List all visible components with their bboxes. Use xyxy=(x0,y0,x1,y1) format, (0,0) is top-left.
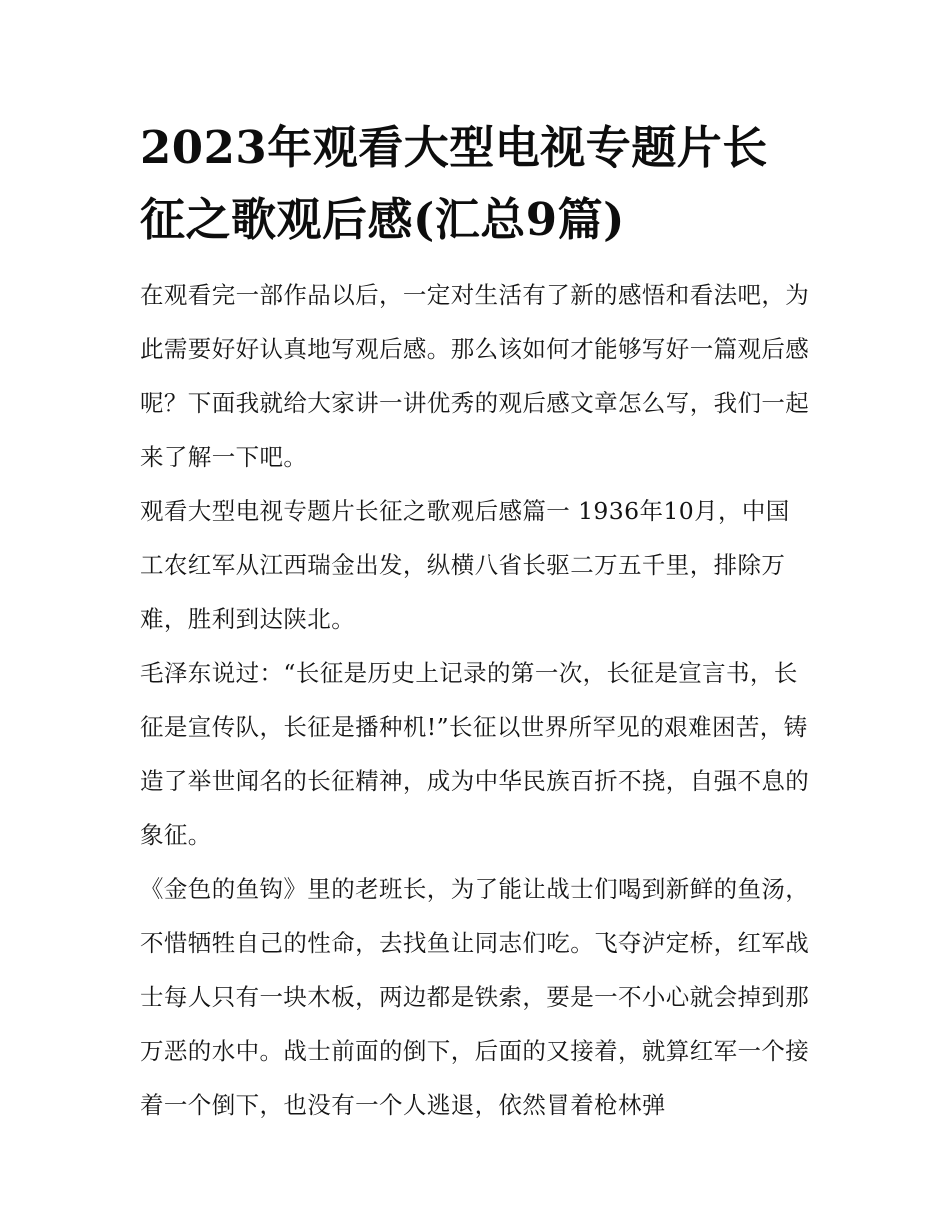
paragraph-essay-one-opening: 观看大型电视专题片长征之歌观后感篇一 1936年10月，中国工农红军从江西瑞金出发，纵横八省长驱二万五千里，排除万难，胜利到达陕北。 xyxy=(140,497,790,633)
paragraph-mao-quote: 毛泽东说过：“长征是历史上记录的第一次，长征是宣言书，长征是宣传队，长征是播种机!”长征以世界所罕见的艰难困苦，铸造了举世闻名的长征精神，成为中华民族百折不挠，自强不息的象征。 xyxy=(140,659,810,849)
paragraph-golden-fishhook: 《金色的鱼钩》里的老班长，为了能让战士们喝到新鲜的鱼汤，不惜牺牲自己的性命，去找鱼让同志们吃。飞夺泸定桥，红军战士每人只有一块木板，两边都是铁索，要是一不小心就会掉到那万恶的水中。战士前面的倒下，后面的又接着，就算红军一个接着一个倒下，也没有一个人逃退，依然冒着枪林弹 xyxy=(140,875,810,1119)
document-title: 2023年观看大型电视专题片长征之歌观后感(汇总9篇) xyxy=(140,121,768,246)
document-body xyxy=(140,112,812,1132)
paragraph-intro: 在观看完一部作品以后，一定对生活有了新的感悟和看法吧，为此需要好好认真地写观后感。那么该如何才能够写好一篇观后感呢？下面我就给大家讲一讲优秀的观后感文章怎么写，我们一起来了解一下吧。 xyxy=(140,281,810,471)
